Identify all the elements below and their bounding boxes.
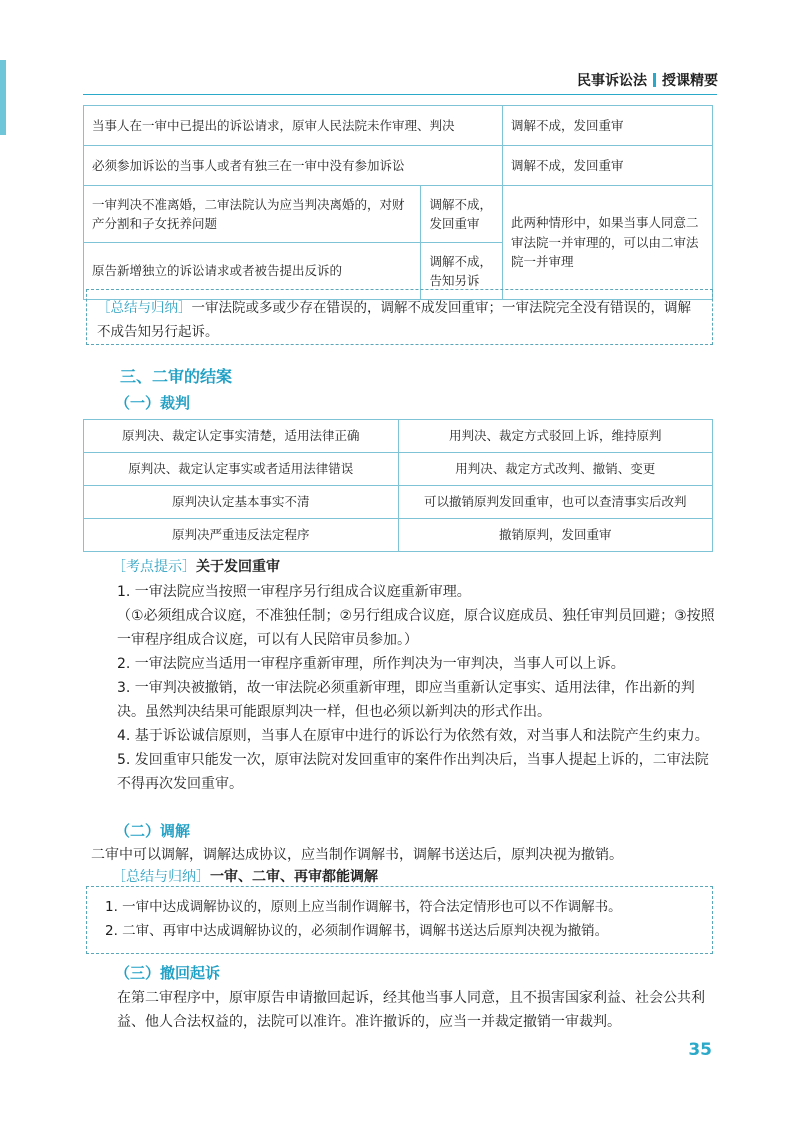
- table-row: [84, 486, 713, 519]
- tip-tag: ［考点提示］: [112, 559, 196, 575]
- table-row: [84, 146, 713, 186]
- summary-tag: ［总结与归纳］: [97, 300, 192, 316]
- tip-title: 关于发回重审: [196, 559, 280, 575]
- summary2-tag: ［总结与归纳］: [112, 869, 210, 885]
- table-cell: 原判决、裁定认定事实或者适用法律错误: [84, 453, 399, 486]
- table-row: [84, 519, 713, 552]
- tip-heading: [112, 556, 280, 576]
- tip-item: 2. 一审法院应当适用一审程序重新审理，所作判决为一审判决，当事人可以上诉。: [117, 656, 625, 672]
- table-cell: 必须参加诉讼的当事人或者有独三在一审中没有参加诉讼: [84, 146, 503, 186]
- header-section: 授课精要: [662, 73, 718, 89]
- summary2-heading: [112, 866, 378, 886]
- header-rule: [83, 94, 717, 95]
- header-divider: [653, 73, 656, 87]
- subsection-title-withdrawal: （三）撤回起诉: [115, 964, 221, 982]
- summary2-title: 一审、二审、再审都能调解: [210, 869, 378, 885]
- table-cell: 可以撤销原判发回重审，也可以查清事实后改判: [398, 486, 713, 519]
- withdrawal-text: [91, 986, 715, 1034]
- summary2-item: 2. 二审、再审中达成调解协议的，必须制作调解书，调解书送达后原判决视为撤销。: [105, 923, 609, 940]
- table-cell: 原判决认定基本事实不清: [84, 486, 399, 519]
- tip-item: 4. 基于诉讼诚信原则，当事人在原审中进行的诉讼行为依然有效，对当事人和法院产生约束力。: [117, 728, 709, 744]
- side-tab: [0, 60, 6, 135]
- table-cell: 原告新增独立的诉讼请求或者被告提出反诉的: [84, 243, 421, 300]
- summary2-box: [86, 886, 713, 954]
- judgment-table: [83, 419, 713, 552]
- tip-item: 5. 发回重审只能发一次，原审法院对发回重审的案件作出判决后，当事人提起上诉的，二审法院不得再次发回重审。: [117, 752, 709, 792]
- table-cell: 调解不成，发回重审: [421, 186, 503, 243]
- table-cell: 调解不成，告知另诉: [421, 243, 503, 300]
- header-book: 民事诉讼法: [577, 73, 647, 89]
- withdrawal-paragraph: 在第二审程序中，原审原告申请撤回起诉，经其他当事人同意，且不损害国家利益、社会公共利益、他人合法权益的，法院可以准许。准许撤诉的，应当一并裁定撤销一审裁判。: [117, 990, 705, 1030]
- table-cell: 原判决、裁定认定事实清楚，适用法律正确: [84, 420, 399, 453]
- mediation-text: 二审中可以调解，调解达成协议，应当制作调解书，调解书送达后，原判决视为撤销。: [91, 847, 623, 863]
- table-cell-merged: 此两种情形中，如果当事人同意二审法院一并审理的，可以由二审法院一并审理: [503, 186, 713, 300]
- table-cell: 撤销原判，发回重审: [398, 519, 713, 552]
- table-row: [84, 186, 713, 243]
- table-cell: 一审判决不准离婚，二审法院认为应当判决离婚的，对财产分割和子女抚养问题: [84, 186, 421, 243]
- table-cell: 当事人在一审中已提出的诉讼请求，原审人民法院未作审理、判决: [84, 106, 503, 146]
- summary2-item: 1. 一审中达成调解协议的，原则上应当制作调解书，符合法定情形也可以不作调解书。: [105, 899, 622, 915]
- table-cell: 调解不成，发回重审: [503, 146, 713, 186]
- section-title: 三、二审的结案: [120, 367, 233, 386]
- table-row: [84, 420, 713, 453]
- table-cell: 用判决、裁定方式改判、撤销、变更: [398, 453, 713, 486]
- table-row: [84, 453, 713, 486]
- page-number: 35: [688, 1040, 712, 1060]
- summary-text: 一审法院或多或少存在错误的，调解不成发回重审；一审法院完全没有错误的，调解不成告知另行起诉。: [97, 300, 691, 341]
- subsection-title-judgment: （一）裁判: [115, 394, 191, 412]
- tip-item: 1. 一审法院应当按照一审程序另行组成合议庭重新审理。: [117, 584, 471, 600]
- table-cell: 原判决严重违反法定程序: [84, 519, 399, 552]
- remand-table: [83, 105, 713, 300]
- running-header: [577, 70, 718, 90]
- tip-item: 3. 一审判决被撤销，故一审法院必须重新审理，即应当重新认定事实、适用法律，作出新的判决。虽然判决结果可能跟原判决一样，但也必须以新判决的形式作出。: [117, 680, 695, 720]
- table-cell: 用判决、裁定方式驳回上诉，维持原判: [398, 420, 713, 453]
- summary-box: [86, 289, 713, 345]
- tip-list: [91, 580, 715, 796]
- tip-item: （①必须组成合议庭，不准独任制；②另行组成合议庭，原合议庭成员、独任审判员回避；③按照一审程序组成合议庭，可以有人民陪审员参加。）: [117, 608, 715, 648]
- table-cell: 调解不成，发回重审: [503, 106, 713, 146]
- subsection-title-mediation: （二）调解: [115, 822, 191, 840]
- table-row: [84, 106, 713, 146]
